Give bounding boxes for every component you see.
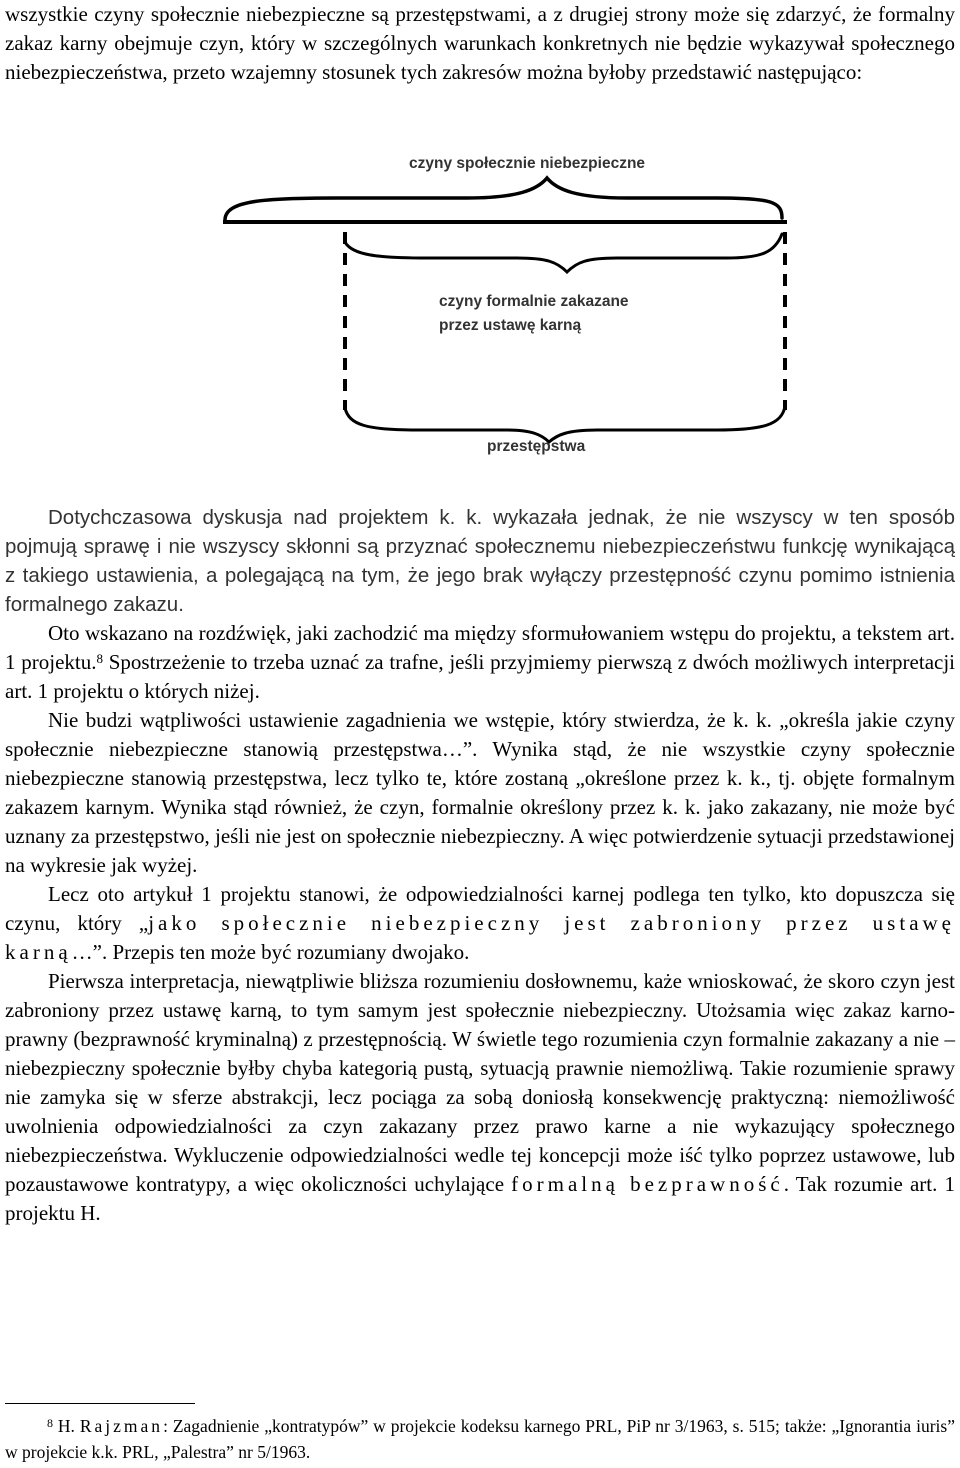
paragraph-preamble: Nie budzi wątpliwości ustawienie zagadnienia we wstępie, który stwierdza, że k. k. „określa jakie czyny społecznie niebezpieczne stanowią przestępstwa…”. Wynika stąd, że nie wszystkie czyny społecznie niebezpieczne stanowią przestępstwa, lecz tylko te, które zostaną „określone przez k. k., tj. objęte formalnym zakazem karnym. Wynika stąd również, że czyn, formalnie określony przez k. k. jako zakazany, nie może być uznany za przestępstwo, jeśli nie jest on społecznie niebezpieczny. A więc potwierdzenie sytuacji przedstawionej na wykresie jak wyżej.: [5, 708, 955, 877]
footnote-separator: [5, 1403, 195, 1404]
paragraph-discrepancy-text-b: Spostrzeżenie to trzeba uznać za trafne, jeśli przyjmiemy pierwszą z dwóch możliwych interpretacji art. 1 projektu o których niżej.: [5, 650, 956, 703]
paragraph-first-interpretation-text-a: Pierwsza interpretacja, niewątpliwie bliższa rozumieniu dosłownemu, każe wnioskować, że skoro czyn jest zabroniony przez ustawę karną, to tym samym jest społecznie niebezpieczny. Utożsamia więc zakaz karno-prawny (bezprawność kryminalną) z przestępnością. W świetle tego rozumienia czyn formalnie zakazany a nie – niebezpieczny społecznie byłby chyba kategorią pustą, sytuacją prawnie niemożliwą. Takie rozumienie sprawy nie zamyka się w sferze abstrakcji, lecz pociąga za sobą doniosłą konsekwencję praktyczną: niemożliwość uwolnienia odpowiedzialności za czyn zakazany przez prawo karne a nie wykazujący społecznego niebezpieczeństwa. Wykluczenie odpowiedzialności wedle tej koncepcji może iść tylko poprzez ustawowe, lub pozaustawowe kontratypy, a więc okoliczności uchylające: [5, 969, 955, 1196]
footnote-text: : Zagadnienie „kontratypów” w projekcie kodeksu karnego PRL, PiP nr 3/1963, s. 515; także: „Ignorantia iuris” w projekcie k.k. PRL, „Palestra” nr 5/1963.: [5, 1416, 955, 1462]
footnote-author: Rajzman: [79, 1416, 164, 1436]
paragraph-intro: wszystkie czyny społecznie niebezpieczne są przestępstwami, a z drugiej strony może się zdarzyć, że formalny zakaz karny obejmuje czyn, który w szczególnych warunkach konkretnych nie będzie wykazywał społecznego niebezpieczeństwa, przeto wzajemny stosunek tych zakresów można byłoby przedstawić następująco:: [5, 2, 955, 84]
footnote-author-prefix: H.: [53, 1416, 80, 1436]
paragraph-article-1-text-a: Lecz oto artykuł 1 projektu stanowi, że odpowiedzialności karnej podlega ten tylko, kto dopuszcza się czynu, który „: [5, 882, 955, 935]
paragraph-article-1: [5, 880, 955, 967]
paragraph-discussion: Dotychczasowa dyskusja nad projektem k. k. wykazała jednak, że nie wszyscy w ten sposób pojmują sprawę i nie wszyscy skłonni są przyznać społecznemu niebezpieczeństwu funkcję wynikającą z takiego ustawienia, a polegającą na tym, że jego brak wyłączy przestępność czynu pomimo istnienia formalnego zakazu.: [5, 506, 955, 616]
body-text: [5, 503, 955, 1228]
footnote-ref-8[interactable]: 8: [96, 651, 103, 666]
diagram-top-brace: [225, 178, 782, 220]
diagram-mid-brace: [345, 234, 782, 272]
footnote-8: [5, 1413, 955, 1465]
quoted-spaced-text: jako społecznie niebezpieczny jest zabroniony przez ustawę karną: [5, 911, 955, 964]
diagram-bottom-brace: [345, 406, 785, 442]
spaced-emphasis-text: formalną bezprawność: [511, 1172, 784, 1196]
diagram-label-mid-1: czyny formalnie zakazane: [439, 293, 629, 310]
paragraph-discrepancy-text-a: Oto wskazano na rozdźwięk, jaki zachodzić ma między sformułowaniem wstępu do projektu, a tekstem art. 1 projektu.: [5, 621, 955, 674]
diagram-label-mid-2: przez ustawę karną: [439, 317, 582, 334]
footnote-number: 8: [47, 1416, 53, 1430]
diagram-label-bottom: przestępstwa: [487, 438, 586, 455]
paragraph-discrepancy: [5, 619, 955, 706]
paragraph-first-interpretation: [5, 967, 955, 1228]
diagram-label-top: czyny społecznie niebezpieczne: [409, 155, 646, 172]
paragraph-article-1-text-b: …”. Przepis ten może być rozumiany dwojako.: [71, 940, 470, 964]
paragraph-first-interpretation-text-b: . Tak rozumie art. 1 projektu H.: [5, 1172, 955, 1225]
diagram-set-relations: [217, 140, 797, 470]
